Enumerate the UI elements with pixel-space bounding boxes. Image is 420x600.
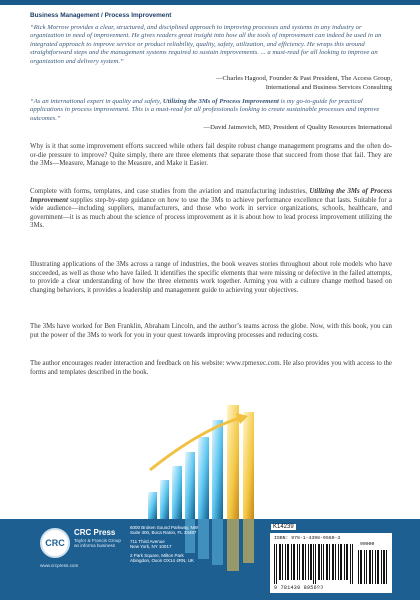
top-rule — [0, 0, 420, 5]
paragraph-2-post: supplies step-by-step guidance on how to use the 3Ms to achieve performance excellence that lasts. Suitable for a wide audience—including suppliers, manufacturers, and those who work in service organizations, schools, healthcare, and government—it is as much about the science of process improvement as it is about how to lead process improvement utilizing the 3Ms. — [30, 196, 392, 230]
barcode-digits: 9 781439 895603 — [274, 585, 324, 591]
quote-2-book-title: Utilizing the 3Ms of Process Improvement — [162, 98, 279, 105]
graphic-bar — [212, 420, 223, 519]
paragraph-1: Why is it that some improvement efforts succeed while others fail despite robust change management programs and the often do-or-die pressure to improve? Quite simply, there are three elements that separate those that succeed from those that fail. They are the 3Ms—Measure, Manage to the Measure, and Make it Easier. — [30, 143, 392, 168]
quote-2-text — [30, 98, 392, 123]
address-line: New York, NY 10017 — [130, 544, 172, 550]
publisher-name: CRC Press — [74, 528, 116, 537]
price-code: 90000 — [360, 542, 375, 547]
paragraph-2-book-title: Utilizing the 3Ms of Process Improvement — [30, 188, 392, 204]
quote-1-attribution-line-1: —Charles Hagood, Founder & Past President, The Access Group, — [215, 75, 392, 82]
address-line: Abingdon, Oxon OX14 4RN, UK — [130, 558, 195, 564]
paragraph-2-pre: Complete with forms, templates, and case studies from the aviation and manufacturing industries, — [30, 188, 310, 195]
isbn-label: ISBN: 978-1-4398-9560-3 — [274, 536, 341, 541]
quote-2-attribution: —David Jaimovich, MD, President of Quality Resources International — [203, 124, 392, 131]
graphic-bar — [148, 492, 157, 519]
quote-2-text-post: is my go-to-guide for practical applications in process improvement. This is a must-read for all professionals looking to create sustainable processes and improve outcomes.” — [30, 98, 380, 122]
publisher-subtitle — [74, 538, 121, 548]
paragraph-2 — [30, 188, 392, 231]
category-heading: Business Management / Process Improvement — [30, 12, 172, 19]
graphic-bar — [185, 452, 195, 519]
paragraph-3: Illustrating applications of the 3Ms across a range of industries, the book weaves stories throughout about role models who have succeeded, as well as those who have failed. It identifies the specific elements that were missing or defective in the failed attempts, to provide a clear understanding of how the three elements work together. Arming you with a culture change method based on changing behaviors, it provides a leadership and management guide to achieving your objectives. — [30, 261, 392, 294]
quote-2-text-pre: “As an international expert in quality and safety, — [30, 98, 163, 105]
address-boca-raton — [130, 525, 198, 535]
graphic-bar — [227, 405, 239, 519]
crc-logo: CRC — [40, 528, 70, 558]
paragraph-4: The 3Ms have worked for Ben Franklin, Abraham Lincoln, and the author’s teams across the globe. Now, with this book, you can put the power of the 3Ms to work for you in your quest towards improving processes and reducing costs. — [30, 323, 392, 339]
graphic-bar — [243, 412, 254, 519]
graphic-bar — [198, 437, 209, 519]
graphic-bar — [172, 466, 182, 519]
quote-1-text: “Rick Morrow provides a clear, structured, and disciplined approach to improving processes and systems in any industry or organization in need of improvement. He gives readers great insight into how all the tools of improvement can indeed be used in an integrated approach to improve service or product reliability, quality, safety, utilization, and efficiency. He wraps this around straightforward steps and the management systems required to sustain improvements. ... a must-read for all looking to improve an organization and delivery system.” — [30, 24, 382, 65]
barcode-bars-main — [274, 544, 354, 584]
paragraph-5: The author encourages reader interaction and feedback on his website: www.rpmexec.com. He also provides you with access to the forms and templates described in the book. — [30, 360, 392, 376]
address-line: 711 Third Avenue — [130, 539, 165, 544]
publisher-website[interactable]: www.crcpress.com — [40, 563, 79, 568]
barcode-bars-addon — [358, 550, 388, 584]
graphic-bar — [160, 480, 169, 519]
publisher-group: Taylor & Francis Group — [74, 538, 121, 543]
quote-1-attribution-line-2: International and Business Services Consulting — [265, 84, 392, 91]
barcode — [270, 533, 392, 593]
graphic-arrow-head — [236, 413, 248, 424]
product-code: K14239 — [273, 524, 294, 530]
productivity-press-url[interactable]: www.productivitypress.com — [317, 586, 392, 592]
address-new-york — [130, 539, 171, 549]
address-line: 2 Park Square, Milton Park — [130, 553, 184, 558]
address-abingdon — [130, 553, 194, 563]
graphic-arrow-curve — [150, 418, 240, 470]
address-line: Suite 300, Boca Raton, FL 33487 — [130, 530, 197, 536]
address-line: 6000 Broken Sound Parkway, NW — [130, 525, 198, 530]
publisher-business: an informa business — [74, 543, 116, 549]
